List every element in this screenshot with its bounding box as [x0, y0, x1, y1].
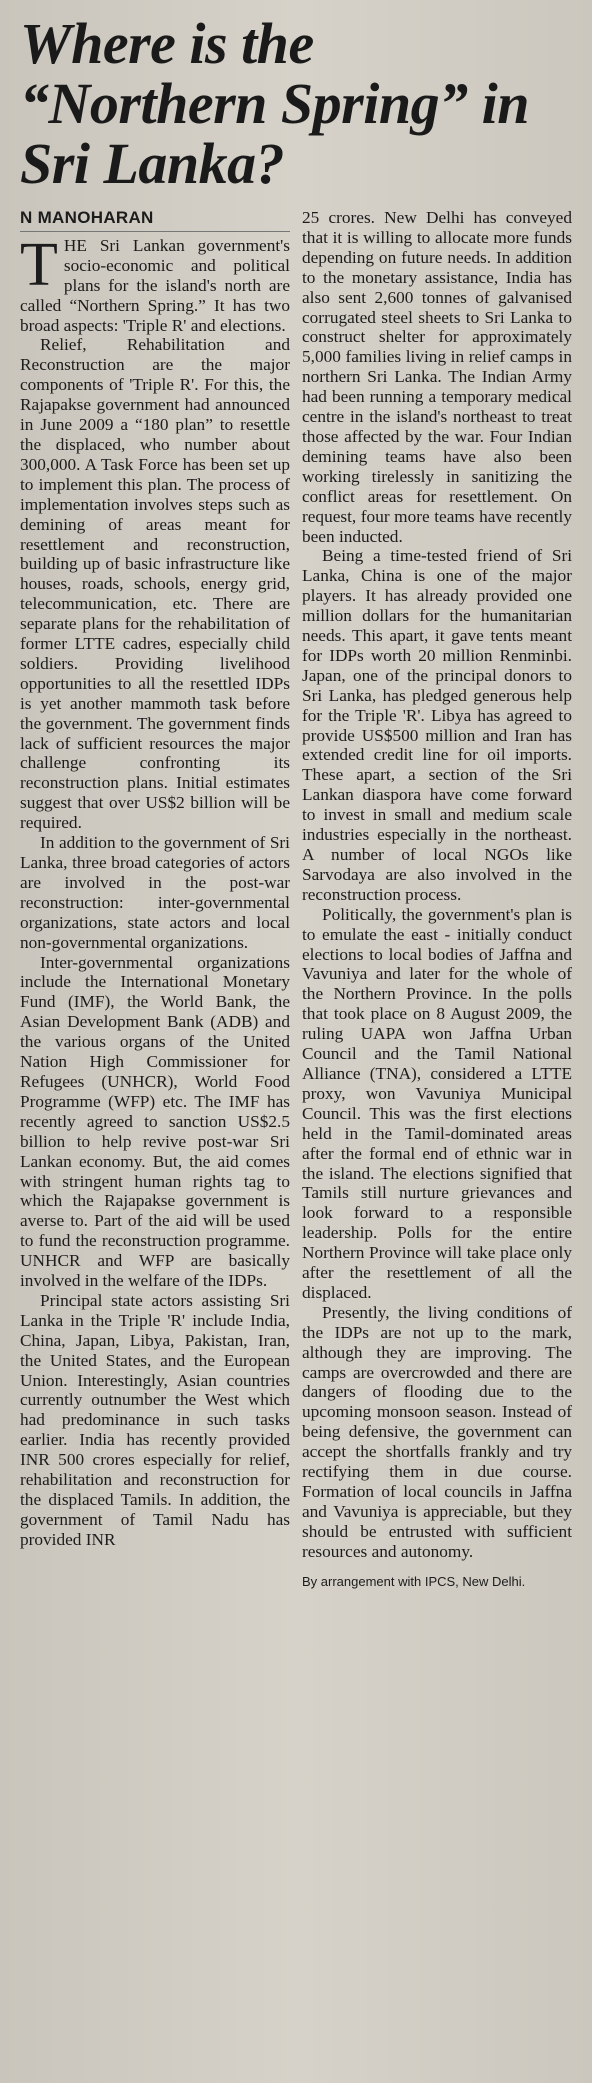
paragraph: 25 crores. New Delhi has conveyed that it is willing to allocate more funds depending on future needs. In addition to the monetary assistance, India has also sent 2,600 tonnes of galvanised corrugated steel sheets to Sri Lanka to construct shelter for approximately 5,000 families living in relief camps in northern Sri Lanka. The Indian Army had been running a temporary medical centre in the island's northeast to treat those affected by the war. Four Indian demining teams have also been working tirelessly in sanitizing the conflict areas for resettlement. On request, four more teams have recently been inducted. [302, 208, 572, 546]
paragraph: Inter-governmental organizations include the International Monetary Fund (IMF), the World Bank, the Asian Development Bank (ADB) and the various organs of the United Nation High Commissioner for Refugees (UNHCR), World Food Programme (WFP) etc. The IMF has recently agreed to sanction US$2.5 billion to help revive post-war Sri Lankan economy. But, the aid comes with stringent human rights tag to which the Rajapakse government is averse to. Part of the aid will be used to fund the reconstruction programme. UNHCR and WFP are basically involved in the welfare of the IDPs. [20, 952, 290, 1291]
paragraph: Politically, the government's plan is to emulate the east - initially conduct elections to local bodies of Jaffna and Vavuniya and later for the whole of the Northern Province. In the polls that took place on 8 August 2009, the ruling UAPA won Jaffna Urban Council and the Tamil National Alliance (TNA), considered a LTTE proxy, won Vavuniya Municipal Council. This was the first elections held in the Tamil-dominated areas after the formal end of ethnic war in the island. The elections signified that Tamils still nurture grievances and look forward to a responsible leadership. Polls for the entire Northern Province will take place only after the resettlement of all the displaced. [302, 904, 572, 1302]
paragraph: In addition to the government of Sri Lanka, three broad categories of actors are involved in the post-war reconstruction: inter-governmental organizations, state actors and local non-governmental organizations. [20, 833, 290, 952]
drop-cap: T [20, 230, 58, 299]
column-2 [302, 208, 572, 1592]
paragraph: Relief, Rehabilitation and Reconstruction are the major components of 'Triple R'. For this, the Rajapakse government had announced in June 2009 a “180 plan” to resettle the displaced, who number about 300,000. A Task Force has been set up to implement this plan. The process of implementation involves steps such as demining of areas meant for resettlement and reconstruction, building up of basic infrastructure like houses, roads, schools, energy grid, telecommunication, etc. There are separate plans for the rehabilitation of former LTTE cadres, especially child soldiers. Providing livelihood opportunities to all the resettled IDPs is yet another mammoth task before the government. The government finds lack of sufficient resources the major challenge confronting its reconstruction plans. Initial estimates suggest that over US$2 billion will be required. [20, 335, 290, 833]
headline: Where is the “Northern Spring” in Sri Lanka? [20, 11, 529, 196]
paragraph: Presently, the living conditions of the IDPs are not up to the mark, although they are improving. The camps are overcrowded and there are dangers of flooding due to the upcoming monsoon season. Instead of being defensive, the government can accept the shortfalls frankly and try rectifying them in due course. Formation of local councils in Jaffna and Vavuniya is appreciable, but they should be entrusted with sufficient resources and autonomy. [302, 1302, 572, 1561]
paragraph: Being a time-tested friend of Sri Lanka, China is one of the major players. It has already provided one million dollars for the humanitarian needs. This apart, it gave tents meant for IDPs worth 20 million Renminbi. Japan, one of the principal donors to Sri Lanka, has pledged generous help for the Triple 'R'. Libya has agreed to provide US$500 million and Iran has extended credit line for oil imports. These apart, a section of the Sri Lankan diaspora have come forward to invest in small and medium scale industries especially in the northeast. A number of local NGOs like Sarvodaya are also involved in the reconstruction process. [302, 546, 572, 904]
byline: N MANOHARAN [20, 208, 290, 232]
paragraph: Principal state actors assisting Sri Lanka in the Triple 'R' include India, China, Japan, Libya, Pakistan, Iran, the United States, and the European Union. Interestingly, Asian countries currently outnumber the West which had predominance in such tasks earlier. India has recently provided INR 500 crores especially for relief, rehabilitation and reconstruction for the displaced Tamils. In addition, the government of Tamil Nadu has provided INR [20, 1290, 290, 1549]
credit-line: By arrangement with IPCS, New Delhi. [302, 1573, 526, 1589]
article-body [20, 208, 572, 1592]
column-1 [20, 208, 290, 1592]
paragraph: THE Sri Lankan government's socio-economic and political plans for the island's north are called “Northern Spring.” It has two broad aspects: 'Triple R' and elections. [20, 230, 290, 335]
